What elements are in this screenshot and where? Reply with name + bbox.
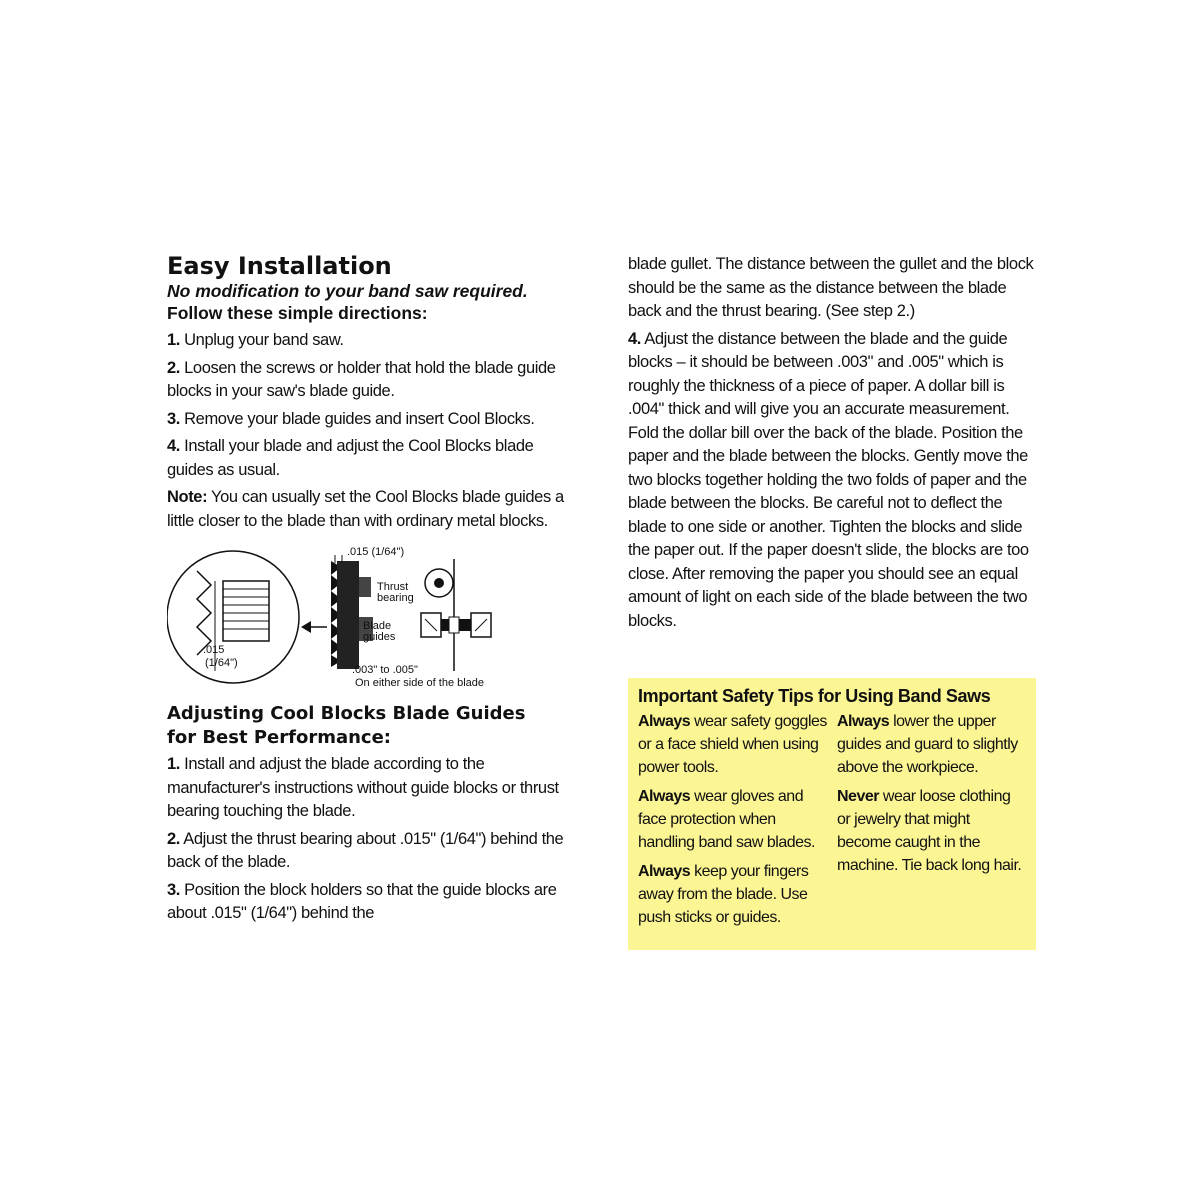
- tip-text: wear loose clothing or jewelry that might become caught in the machine. Tie back long hair.: [837, 788, 1022, 874]
- installation-lead: Follow these simple directions:: [167, 303, 428, 323]
- magnified-detail-circle: [167, 551, 299, 683]
- step-text: Remove your blade guides and insert Cool Blocks.: [179, 409, 535, 428]
- adjust-title: [167, 702, 567, 750]
- step-number: 1.: [167, 755, 180, 773]
- safety-tips-box: [628, 678, 1036, 950]
- adjust-step-3: [167, 879, 567, 926]
- tip-keyword: Never: [837, 788, 879, 805]
- diagram-top-label: .015 (1/64"): [347, 546, 405, 558]
- install-step-4: [167, 435, 567, 482]
- installation-subtitle: No modification to your band saw required.: [167, 281, 528, 301]
- step-number: 3.: [167, 409, 180, 428]
- tip-text: keep your fingers away from the blade. Use push sticks or guides.: [638, 863, 809, 926]
- step-text: Install your blade and adjust the Cool Blocks blade guides as usual.: [167, 437, 534, 479]
- note-label: Note:: [167, 488, 208, 506]
- tip-keyword: Always: [638, 788, 691, 805]
- safety-tip: [638, 860, 827, 929]
- left-column: [167, 252, 567, 930]
- safety-tip: [638, 710, 827, 779]
- adjust-title-line-2: for Best Performance:: [167, 727, 391, 748]
- safety-tips-left: [638, 710, 827, 935]
- step-number: 2.: [167, 358, 180, 377]
- safety-tip: [837, 785, 1026, 877]
- tip-keyword: Always: [837, 713, 890, 730]
- installation-title: Easy Installation: [167, 252, 392, 280]
- step-text: Install and adjust the blade according to the manufacturer's instructions without guide blocks or thrust bearing touching the blade.: [167, 755, 559, 820]
- step-number: 2.: [167, 829, 180, 848]
- blade-guide-diagram: [167, 541, 567, 691]
- safety-title: Important Safety Tips for Using Band Saws: [638, 686, 991, 706]
- diagram-bottom-label-2: On either side of the blade: [355, 677, 485, 689]
- tip-keyword: Always: [638, 863, 691, 880]
- tip-text: wear safety goggles or a face shield when using power tools.: [638, 713, 827, 776]
- note-text: You can usually set the Cool Blocks blade guides a little closer to the blade than with ordinary metal blocks.: [167, 488, 564, 530]
- step-text: Adjust the thrust bearing about .015" (1/64") behind the back of the blade.: [167, 829, 564, 871]
- install-step-2: [167, 357, 567, 404]
- step-text: Loosen the screws or holder that hold the blade guide blocks in your saw's blade guide.: [167, 358, 556, 400]
- circle-label-1: .015: [203, 644, 225, 656]
- step-number: 3.: [167, 880, 180, 899]
- guides-label-2: guides: [363, 631, 396, 643]
- safety-tip: [837, 710, 1026, 779]
- tip-keyword: Always: [638, 713, 691, 730]
- safety-tip: [638, 785, 827, 854]
- circle-label-2: (1/64"): [205, 657, 238, 669]
- pointer-arrow: [301, 621, 327, 633]
- adjust-step-4: [628, 328, 1038, 634]
- step-text: Adjust the distance between the blade and the guide blocks – it should be between .003" and .005" which is roughly the thickness of a piece of paper. A dollar bill is .004" thick and will give you an accurate measurement. Fold the dollar bill over the back of the blade. Position the paper and the blade between the blocks. Gently move the two blocks together holding the two folds of paper and the blade between the blocks. Be careful not to deflect the blade to one side or another. Tighten the blocks and slide the paper out. If the paper doesn't slide, the blocks are too close. After removing the paper you should see an equal amount of light on each side of the blade between the two blocks.: [628, 329, 1029, 630]
- thrust-label-1: Thrust: [377, 581, 409, 593]
- tip-text: lower the upper guides and guard to slightly above the workpiece.: [837, 713, 1018, 776]
- guides-label-1: Blade: [363, 620, 392, 632]
- install-step-3: [167, 408, 567, 432]
- step-text: Unplug your band saw.: [179, 331, 344, 349]
- adjust-step-2: [167, 828, 567, 875]
- safety-tips-right: [837, 710, 1026, 935]
- tip-text: wear gloves and face protection when handling band saw blades.: [638, 788, 815, 851]
- thrust-label-2: bearing: [377, 592, 414, 604]
- adjust-step-3-continued: blade gullet. The distance between the gullet and the block should be the same as the distance between the blade back and the thrust bearing. (See step 2.): [628, 255, 1034, 320]
- adjust-step-1: [167, 753, 567, 824]
- step-number: 1.: [167, 331, 180, 349]
- blade-side-view: [331, 555, 373, 669]
- install-step-1: [167, 329, 567, 353]
- diagram-bottom-label-1: .003" to .005": [352, 664, 418, 676]
- step-number: 4.: [167, 437, 180, 455]
- step-number: 4.: [628, 329, 641, 348]
- right-column: [628, 253, 1038, 637]
- safety-tips: [638, 710, 1026, 935]
- adjust-title-line-1: Adjusting Cool Blocks Blade Guides: [167, 703, 526, 724]
- install-note: [167, 486, 567, 533]
- blade-top-view: [421, 559, 491, 671]
- step-text: Position the block holders so that the guide blocks are about .015" (1/64") behind the: [167, 880, 557, 922]
